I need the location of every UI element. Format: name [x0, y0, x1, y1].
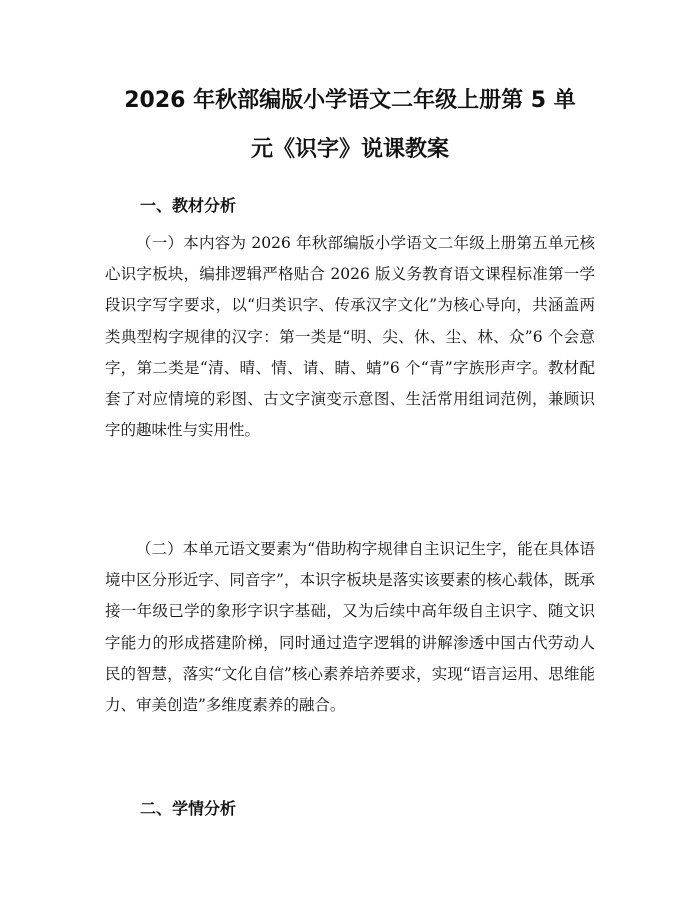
document-title-line-2: 元《识字》说课教案 [250, 137, 449, 162]
section-heading-student-analysis: 二、学情分析 [140, 799, 237, 818]
section-heading-textbook-analysis: 一、教材分析 [140, 196, 237, 215]
document-title-line-1: 2026 年秋部编版小学语文二年级上册第 5 单 [124, 88, 576, 113]
paragraph-textbook-content: （一）本内容为 2026 年秋部编版小学语文二年级上册第五单元核心识字板块，编排逻辑严格贴合 2026 版义务教育语文课程标准第一学段识字写字要求，以“归类识字、传承汉字文化”为核心导向，共涵盖两类典型构字规律的汉字：第一类是“明、尖、休、尘、林、众”6 个会意字，第二类是“清、晴、情、请、睛、蜻”6 个“青”字族形声字。教材配套了对应情境的彩图、古文字演变示意图、生活常用组词范例，兼顾识字的趣味性与实用性。 [105, 234, 595, 440]
paragraph-unit-elements: （二）本单元语文要素为“借助构字规律自主识记生字，能在具体语境中区分形近字、同音字”，本识字板块是落实该要素的核心载体，既承接一年级已学的象形字识字基础，又为后续中高年级自主识字、随文识字能力的形成搭建阶梯，同时通过造字逻辑的讲解渗透中国古代劳动人民的智慧，落实“文化自信”核心素养培养要求，实现“语言运用、思维能力、审美创造”多维度素养的融合。 [105, 540, 595, 715]
